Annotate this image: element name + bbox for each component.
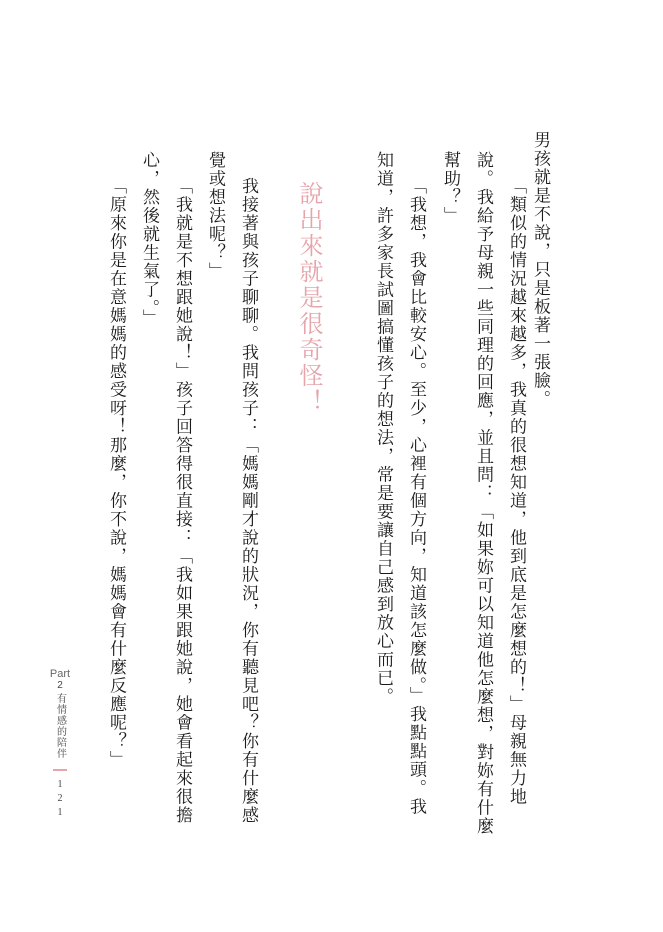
footer-divider [53,769,67,771]
page-number: 121 [54,779,66,821]
paragraph-line-7: 我接著與孩子聊聊。我問孩子：「媽媽剛才說的狀況，你有聽見吧？你有什麼感 [238,177,258,825]
paragraph-line-2: 「類似的情況越來越多，我真的很想知道，他到底是怎麼想的！」母親無力地 [506,177,526,806]
paragraph-line-6: 知道，許多家長試圖搞懂孩子的想法，常是要讓自己感到放心而已。 [373,151,393,706]
paragraph-line-4: 幫助？」 [440,151,460,225]
page-footer [40,668,80,821]
paragraph-line-8: 覺或想法呢？」 [205,151,225,281]
part-title: 有情感的陪伴 [54,693,66,759]
paragraph-line-11: 「原來你是在意媽媽的感受呀！那麼，你不說，媽媽會有什麼反應呢？」 [106,177,126,769]
paragraph-line-10: 心，然後就生氣了。」 [139,151,159,328]
part-number: 2 [57,680,63,691]
paragraph-line-5: 「我想，我會比較安心。至少，心裡有個方向，知道該怎麼做。」我點點頭。我 [406,177,426,816]
paragraph-line-3: 說。我給予母親一些同理的回應，並且問：「如果妳可以知道他怎麼想，對妳有什麼 [473,151,493,836]
paragraph-line-1: 男孩就是不說，只是板著一張臉。 [530,131,550,409]
part-label: Part [49,668,71,680]
paragraph-line-9: 「我就是不想跟她說！」孩子回答得很直接：「我如果跟她說，她會看起來很擔 [172,177,192,825]
section-heading: 說出來就是很奇怪！ [295,181,323,415]
